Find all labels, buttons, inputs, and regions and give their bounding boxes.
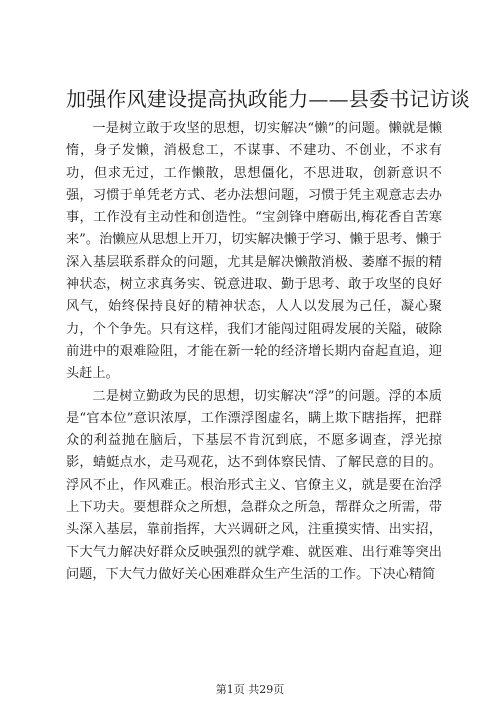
paragraph-2: 二是树立勤政为民的思想，切实解决“浮”的问题。浮的本质是“官本位”意识浓厚，工作漂浮图虚名，瞒上欺下瞎指挥，把群众的利益抛在脑后，下基层不肯沉到底，不愿多调查，浮光掠影，蜻蜓点水，走马观花，达不到体察民情、了解民意的目的。浮风不止，作风难正。根治形式主义、官僚主义，就是要在治浮上下功夫。要想群众之所想，急群众之所急，帮群众之所需，带头深入基层，靠前指挥，大兴调研之风，注重摸实情、出实招，下大气力解决好群众反映强烈的就学难、就医难、出行难等突出问题，下大气力做好关心困难群众生产生活的工作。下决心精简 [66, 388, 442, 582]
page-number-footer: 第1页 共29页 [215, 683, 285, 696]
paragraph-1: 一是树立敢于攻坚的思想，切实解决“懒”的问题。懒就是懒惰，身子发懒，消极怠工，不谋事、不建功、不创业，不求有功，但求无过，工作懒散，思想僵化，不思进取，创新意识不强，习惯于单凭老方式、老办法想问题，习惯于凭主观意志去办事，工作没有主动性和创造性。“宝剑锋中磨砺出,梅花香自苦寒来”。治懒应从思想上开刀，切实解决懒于学习、懒于思考、懒于深入基层联系群众的问题，尤其是解决懒散消极、萎靡不振的精神状态，树立求真务实、锐意进取、勤于思考、敢于攻坚的良好风气，始终保持良好的精神状态，人人以发展为己任，凝心聚力，个个争先。只有这样，我们才能闯过阻碍发展的关隘，破除前进中的艰难险阻，才能在新一轮的经济增长期内奋起直追，迎头赶上。 [66, 121, 442, 382]
document-body [66, 118, 442, 586]
document-title: 加强作风建设提高执政能力——县委书记访谈 [66, 87, 470, 111]
